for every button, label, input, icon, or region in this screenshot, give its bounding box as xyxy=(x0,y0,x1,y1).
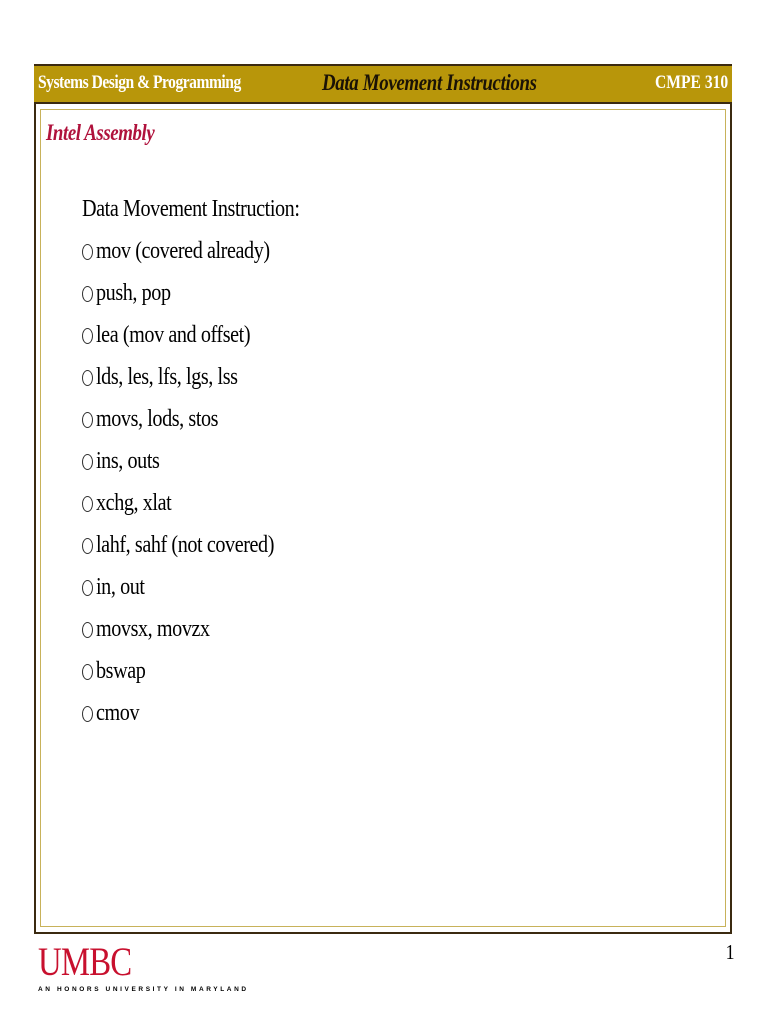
circle-bullet-icon xyxy=(82,706,93,722)
list-item xyxy=(82,272,308,314)
logo-wordmark: UMBC xyxy=(38,939,132,984)
course-title: Systems Design & Programming xyxy=(38,72,241,93)
instruction-list xyxy=(82,230,308,734)
list-item-text: in, out xyxy=(96,573,145,600)
list-item xyxy=(82,692,308,734)
list-item-text: push, pop xyxy=(96,279,171,306)
circle-bullet-icon xyxy=(82,580,93,596)
slide-title: Data Movement Instructions xyxy=(322,70,537,95)
list-item-text: lea (mov and offset) xyxy=(96,321,251,348)
list-item xyxy=(82,482,308,524)
list-item-text: cmov xyxy=(96,699,140,726)
circle-bullet-icon xyxy=(82,664,93,680)
list-item xyxy=(82,608,308,650)
section-subtitle: Intel Assembly xyxy=(46,120,155,145)
circle-bullet-icon xyxy=(82,370,93,386)
slide-header-bar xyxy=(34,64,732,104)
list-item xyxy=(82,440,308,482)
circle-bullet-icon xyxy=(82,286,93,302)
list-item-text: ins, outs xyxy=(96,447,160,474)
list-item-text: lahf, sahf (not covered) xyxy=(96,531,275,558)
list-item xyxy=(82,398,308,440)
list-item xyxy=(82,650,308,692)
list-item xyxy=(82,356,308,398)
list-item xyxy=(82,230,308,272)
circle-bullet-icon xyxy=(82,538,93,554)
umbc-logo xyxy=(38,940,249,993)
circle-bullet-icon xyxy=(82,622,93,638)
list-item xyxy=(82,524,308,566)
circle-bullet-icon xyxy=(82,328,93,344)
list-item-text: movsx, movzx xyxy=(96,615,210,642)
list-heading: Data Movement Instruction: xyxy=(82,196,300,222)
list-item-text: lds, les, lfs, lgs, lss xyxy=(96,363,238,390)
circle-bullet-icon xyxy=(82,454,93,470)
list-item-text: mov (covered already) xyxy=(96,237,270,264)
logo-tagline: AN HONORS UNIVERSITY IN MARYLAND xyxy=(38,986,249,993)
circle-bullet-icon xyxy=(82,496,93,512)
list-item-text: bswap xyxy=(96,657,146,684)
page-number: 1 xyxy=(725,940,734,964)
list-item xyxy=(82,314,308,356)
list-item-text: xchg, xlat xyxy=(96,489,172,516)
circle-bullet-icon xyxy=(82,412,93,428)
circle-bullet-icon xyxy=(82,244,93,260)
list-item xyxy=(82,566,308,608)
course-code: CMPE 310 xyxy=(654,72,728,93)
list-item-text: movs, lods, stos xyxy=(96,405,219,432)
